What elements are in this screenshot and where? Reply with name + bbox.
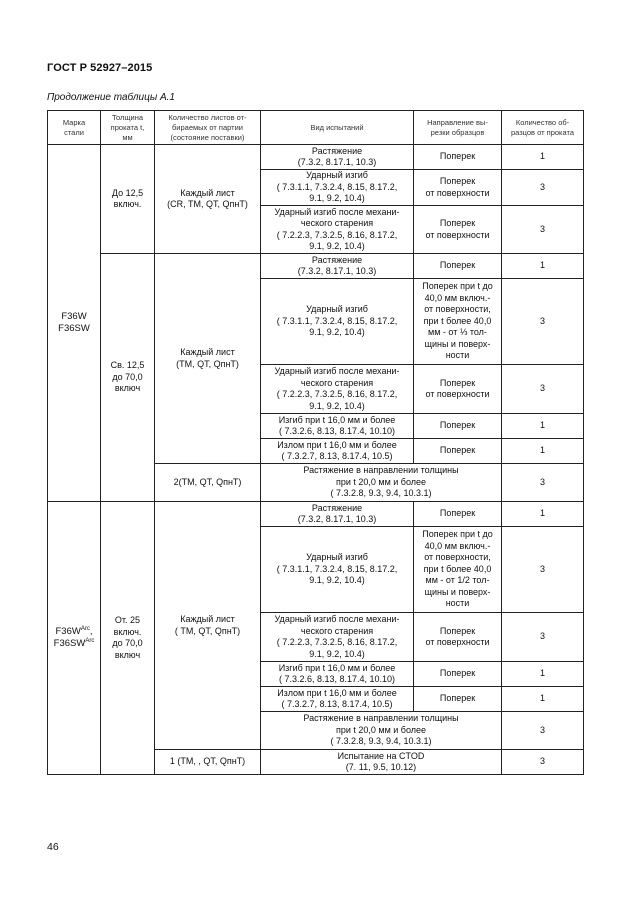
header-count: Количество об- разцов от проката (502, 111, 584, 145)
sheets-cell: Каждый лист (CR, TM, QT, QпнT) (155, 145, 261, 254)
grade-name: F36SW (53, 638, 86, 649)
count-cell: 1 (502, 439, 584, 464)
direction-cell: Поперек от поверхности (414, 365, 502, 414)
direction-cell: Поперек (414, 439, 502, 464)
test-cell: Излом при t 16,0 мм и более ( 7.3.2.7, 8.13, 8.17.4, 10.5) (261, 439, 414, 464)
count-cell: 3 (502, 365, 584, 414)
test-requirements-table (47, 110, 584, 775)
test-cell: Изгиб при t 16,0 мм и более ( 7.3.2.6, 8.13, 8.17.4, 10.10) (261, 414, 414, 439)
direction-cell: Поперек (414, 502, 502, 527)
count-cell: 1 (502, 662, 584, 687)
thickness-cell: До 12,5 включ. (101, 145, 155, 254)
count-cell: 1 (502, 254, 584, 279)
test-cell: Изгиб при t 16,0 мм и более ( 7.3.2.6, 8.13, 8.17.4, 10.10) (261, 662, 414, 687)
direction-cell: Поперек от поверхности (414, 613, 502, 662)
header-grade: Марка стали (48, 111, 101, 145)
direction-cell: Поперек (414, 662, 502, 687)
count-cell: 3 (502, 279, 584, 365)
test-cell: Излом при t 16,0 мм и более ( 7.3.2.7, 8.13, 8.17.4, 10.5) (261, 687, 414, 712)
grade-name: F36W (55, 626, 81, 637)
count-cell: 3 (502, 206, 584, 254)
table-header-row (48, 111, 584, 145)
thickness-cell: Св. 12,5 до 70,0 включ (101, 254, 155, 502)
test-cell: Растяжение (7.3.2, 8.17.1, 10.3) (261, 254, 414, 279)
sheets-cell: Каждый лист ( TM, QT, QпнT) (155, 502, 261, 750)
document-header: ГОСТ Р 52927–2015 (47, 62, 153, 74)
test-cell: Растяжение в направлении толщины при t 20,0 мм и более ( 7.3.2.8, 9.3, 9.4, 10.3.1) (261, 712, 502, 750)
count-cell: 1 (502, 502, 584, 527)
count-cell: 3 (502, 170, 584, 206)
table-caption: Продолжение таблицы А.1 (47, 92, 175, 103)
grade-superscript: Arc (80, 625, 90, 632)
grade-cell: F36W F36SW (48, 145, 101, 502)
test-cell: Ударный изгиб после механи- ческого старения ( 7.2.2.3, 7.3.2.5, 8.16, 8.17.2, 9.1, 9.2, 10.4) (261, 365, 414, 414)
test-cell: Растяжение в направлении толщины при t 20,0 мм и более ( 7.3.2.8, 9.3, 9.4, 10.3.1) (261, 464, 502, 502)
count-cell: 3 (502, 613, 584, 662)
grade-superscript: Arc (85, 637, 95, 644)
header-direction: Направление вы- резки образцов (414, 111, 502, 145)
test-cell: Ударный изгиб ( 7.3.1.1, 7.3.2.4, 8.15, 8.17.2, 9.1, 9.2, 10.4) (261, 527, 414, 613)
direction-cell: Поперек от поверхности (414, 170, 502, 206)
count-cell: 1 (502, 145, 584, 170)
test-cell: Растяжение (7.3.2, 8.17.1, 10.3) (261, 145, 414, 170)
thickness-cell: От. 25 включ. до 70,0 включ (101, 502, 155, 775)
test-cell: Испытание на CTOD (7. 11, 9.5, 10.12) (261, 750, 502, 775)
count-cell: 3 (502, 464, 584, 502)
direction-cell: Поперек (414, 687, 502, 712)
count-cell: 3 (502, 712, 584, 750)
count-cell: 3 (502, 527, 584, 613)
header-thickness: Толщина проката t, мм (101, 111, 155, 145)
sheets-cell: Каждый лист (TM, QT, QпнT) (155, 254, 261, 464)
grade-separator: , (89, 626, 93, 637)
test-cell: Ударный изгиб после механи- ческого старения ( 7.2.2.3, 7.3.2.5, 8.16, 8.17.2, 9.1, 9.2, 10.4) (261, 206, 414, 254)
test-cell: Ударный изгиб после механи- ческого старения ( 7.2.2.3, 7.3.2.5, 8.16, 8.17.2, 9.1, 9.2, 10.4) (261, 613, 414, 662)
header-test-type: Вид испытаний (261, 111, 414, 145)
test-cell: Ударный изгиб ( 7.3.1.1, 7.3.2.4, 8.15, 8.17.2, 9.1, 9.2, 10.4) (261, 170, 414, 206)
test-cell: Ударный изгиб ( 7.3.1.1, 7.3.2.4, 8.15, 8.17.2, 9.1, 9.2, 10.4) (261, 279, 414, 365)
table-row (48, 502, 584, 527)
direction-cell: Поперек при t до 40,0 мм включ.- от поверхности, при t более 40,0 мм - от 1/2 тол- щины и поверх- ности (414, 527, 502, 613)
direction-cell: Поперек при t до 40,0 мм включ.- от поверхности, при t более 40,0 мм - от ⅓ тол- щины и поверх- ности (414, 279, 502, 365)
test-cell: Растяжение (7.3.2, 8.17.1, 10.3) (261, 502, 414, 527)
header-sheets: Количество листов от- бираемых от партии (состояние поставки) (155, 111, 261, 145)
direction-cell: Поперек (414, 414, 502, 439)
direction-cell: Поперек (414, 254, 502, 279)
count-cell: 1 (502, 414, 584, 439)
count-cell: 3 (502, 750, 584, 775)
direction-cell: Поперек (414, 145, 502, 170)
table-row (48, 145, 584, 170)
table-row (48, 254, 584, 279)
direction-cell: Поперек от поверхности (414, 206, 502, 254)
count-cell: 1 (502, 687, 584, 712)
sheets-cell: 1 (TM, , QT, QпнT) (155, 750, 261, 775)
grade-cell (48, 502, 101, 775)
page-number: 46 (47, 841, 59, 853)
sheets-cell: 2(TM, QT, QпнT) (155, 464, 261, 502)
